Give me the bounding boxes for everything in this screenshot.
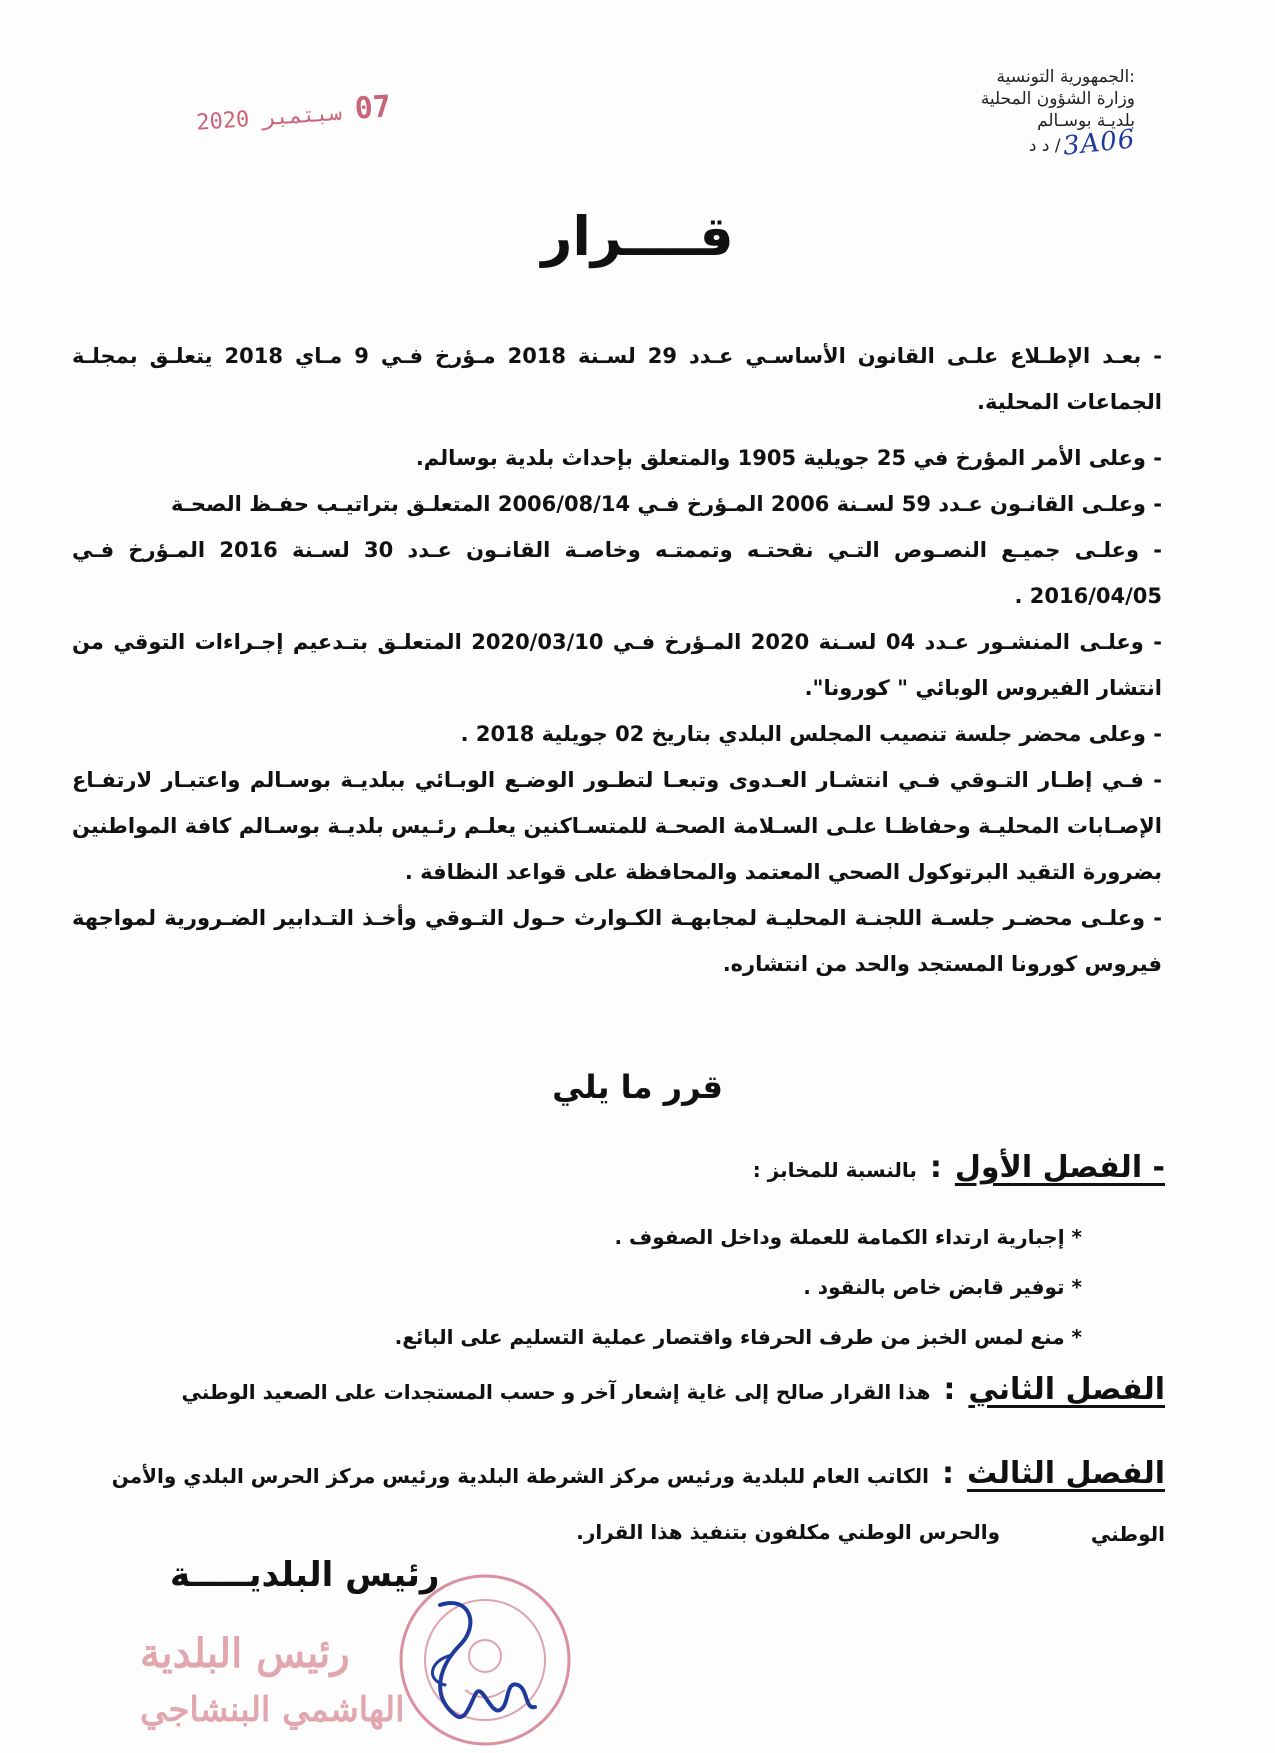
article-1-colon: : <box>929 1150 942 1185</box>
preamble-item: - وعلى الأمر المؤرخ في 25 جويلية 1905 والمتعلق بإحداث بلدية بوسالم. <box>415 446 1162 470</box>
article-3-title: الفصل الثالث <box>966 1456 1165 1491</box>
preamble-item: - وعلـى جميـع النصـوص التـي نقحتـه وتممتـه وخاصـة القانـون عـدد 30 لسـنة 2016 المـؤرخ فـي 2016/04/05 . <box>72 538 1162 608</box>
preamble-item: - وعلـى المنشـور عـدد 04 لسـنة 2020 المـؤرخ فـي 2020/03/10 المتعلـق بتـدعيم إجـراءات التوقي من انتشار الفيروس الوبائي " كورونا". <box>72 630 1162 700</box>
stamp-day: 07 <box>353 89 393 127</box>
article-3 <box>75 1445 1165 1563</box>
article-3-text: الكاتب العام للبلدية ورئيس مركز الشرطة البلدية ورئيس مركز الحرس البلدي والأمن الوطني <box>111 1464 1165 1546</box>
signatory-title: رئيس البلديـــــة <box>170 1555 440 1595</box>
preamble-item: - بعـد الإطـلاع علـى القانون الأساسـي عـدد 29 لسـنة 2018 مـؤرخ فـي 9 مـاي 2018 يتعلـق بمجلـة الجماعات المحلية. <box>72 344 1162 414</box>
country-name: :الجمهورية التونسية <box>996 67 1135 87</box>
article-1 <box>75 1150 1165 1185</box>
preamble-item: - وعلـى القانـون عـدد 59 لسـنة 2006 المـؤرخ فـي 2006/08/14 المتعلـق بتراتيـب حفـظ الصحـة <box>170 492 1162 516</box>
handwritten-signature-icon <box>400 1585 550 1735</box>
document-title: قــــرار <box>541 205 734 268</box>
reference-suffix: / د د <box>1028 136 1061 156</box>
article-1-list <box>395 1212 1082 1362</box>
article-1-lead: بالنسبة للمخابز : <box>752 1158 917 1182</box>
reference-handwritten: 3A06 <box>1061 124 1137 162</box>
preamble-item: - وعلى محضر جلسة تنصيب المجلس البلدي بتاريخ 02 جويلية 2018 . <box>460 722 1162 746</box>
article-2-colon: : <box>943 1372 956 1407</box>
ministry-name: وزارة الشؤون المحلية <box>980 89 1135 109</box>
stamp-month: سبتمبر <box>261 100 343 132</box>
article-3-colon: : <box>942 1456 955 1491</box>
article-1-title: - الفصل الأول <box>954 1150 1165 1185</box>
official-stamp-name: الهاشمي البنشاجي <box>140 1690 405 1730</box>
official-stamp-title: رئيس البلدية <box>140 1630 350 1677</box>
reference-number <box>875 124 1137 162</box>
preamble-item: - فـي إطـار التـوقي فـي انتشـار العـدوى وتبعـا لتطـور الوضـع الوبـائي ببلديـة بوسـالم واعتبـار لارتفـاع الإصـابات المحليـة وحفاظـا علـى السـلامة الصحـة للمتسـاكنين يعلـم رئـيس بلديـة بوسـالم كافة المواطنين بضرورة التقيد البرتوكول الصحي المعتمد والمحافظة على قواعد النظافة . <box>72 768 1162 884</box>
article-3-text-cont: والحرس الوطني مكلفون بتنفيذ هذا القرار. <box>576 1520 1000 1544</box>
received-date-stamp <box>195 89 392 138</box>
stamp-year: 2020 <box>195 107 251 136</box>
list-item: * منع لمس الخبز من طرف الحرفاء واقتصار عملية التسليم على البائع. <box>394 1325 1082 1349</box>
letterhead <box>875 66 1137 162</box>
article-2 <box>75 1372 1165 1407</box>
list-item: * إجبارية ارتداء الكمامة للعملة وداخل الصفوف . <box>614 1225 1082 1249</box>
article-2-text: هذا القرار صالح إلى غاية إشعار آخر و حسب المستجدات على الصعيد الوطني <box>181 1380 931 1404</box>
article-2-title: الفصل الثاني <box>968 1372 1165 1407</box>
preamble <box>72 333 1162 987</box>
preamble-item: - وعلـى محضـر جلسـة اللجنـة المحليـة لمجابهـة الكـوارث حـول التـوقي وأخـذ التـدابير الضـرورية لمواجهة فيروس كورونا المستجد والحد من انتشاره. <box>72 906 1162 976</box>
decision-heading: قرر ما يلي <box>552 1068 723 1106</box>
municipality-name: بلديـة بوسـالم <box>1037 111 1135 131</box>
list-item: * توفير قابض خاص بالنقود . <box>803 1275 1082 1299</box>
